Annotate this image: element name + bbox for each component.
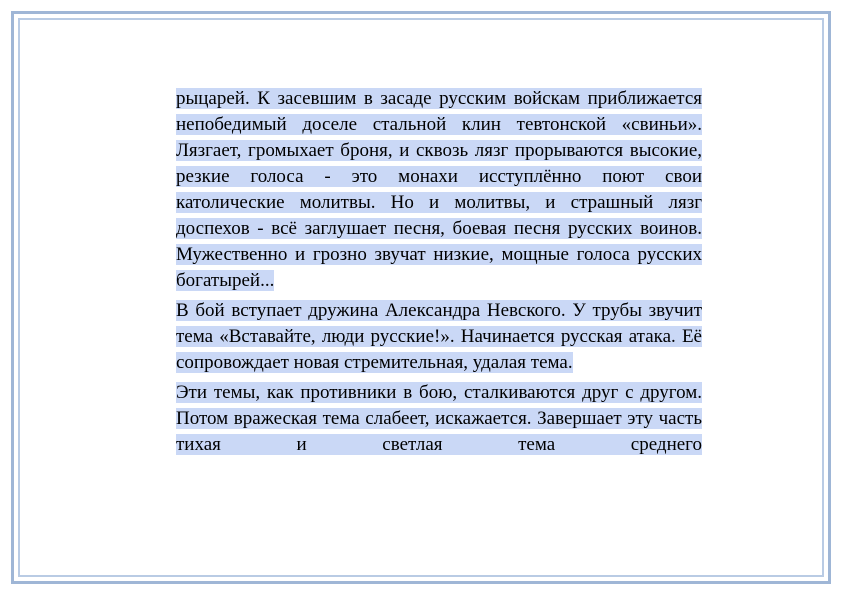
paragraph-1-text: рыцарей. К засевшим в засаде русским войскам приближается непобедимый доселе стальной клин тевтонской «свиньи». Лязгает, громыхает броня, и сквозь лязг прорываются высокие, резкие голоса - это монахи исступлённо поют свои католические молитвы. Но и молитвы, и страшный лязг доспехов - всё заглушает песня, боевая песня русских воинов. Мужественно и грозно звучат низкие, мощные голоса русских богатырей... [176,88,702,291]
text-body [176,86,702,462]
paragraph-3 [176,380,702,458]
paragraph-2 [176,298,702,376]
paragraph-2-text: В бой вступает дружина Александра Невского. У трубы звучит тема «Вставайте, люди русские!». Начинается русская атака. Её сопровождает новая стремительная, удалая тема. [176,300,702,373]
paragraph-3-text: Эти темы, как противники в бою, сталкиваются друг с другом. Потом вражеская тема слабеет, искажается. Завершает эту часть тихая и светлая тема среднего [176,382,702,455]
paragraph-1 [176,86,702,294]
